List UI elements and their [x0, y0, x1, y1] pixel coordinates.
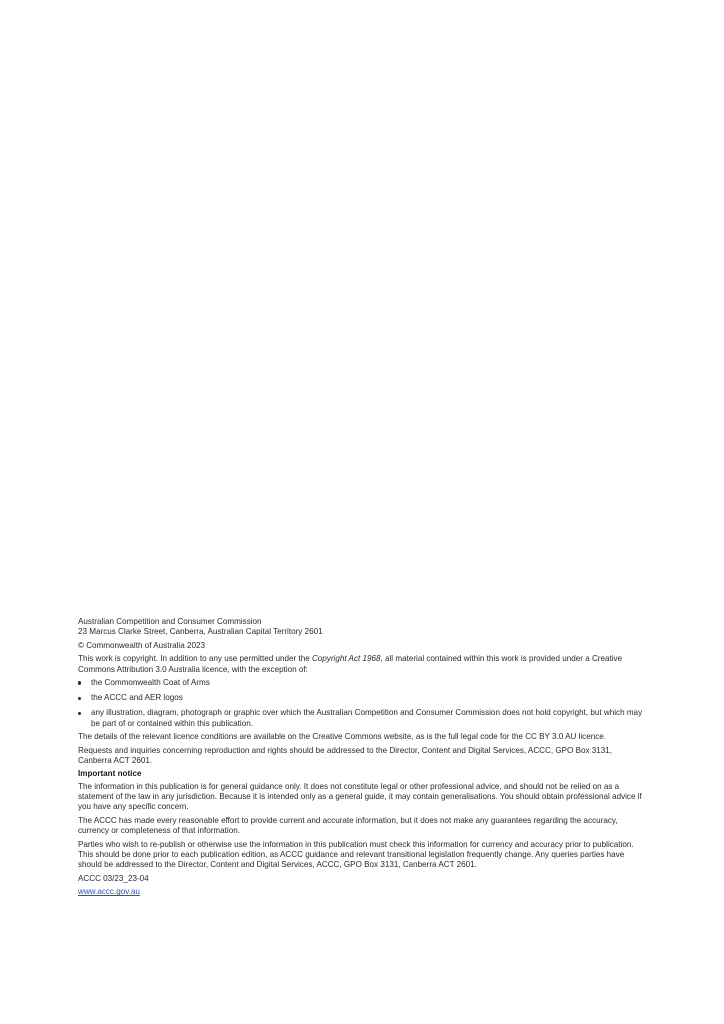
bullet-icon: [78, 681, 81, 684]
organisation-name: Australian Competition and Consumer Commission: [78, 617, 262, 626]
notice-paragraph: Parties who wish to re-publish or otherwise use the information in this publication must check this information for currency and accuracy prior to publication. This should be done prior to each publication edition, as ACCC guidance and relevant transitional legislation frequently change. Any queries parties have should be addressed to the Director, Content and Digital Services, ACCC, GPO Box 3131, Canberra ACT 2601.: [78, 839, 634, 870]
important-notice-heading: Important notice: [78, 769, 142, 779]
document-code: ACCC 03/23_23-04: [78, 873, 149, 883]
imprint-block: [78, 617, 646, 901]
organisation-address: 23 Marcus Clarke Street, Canberra, Australian Capital Territory 2601: [78, 627, 323, 637]
list-item: [78, 678, 646, 688]
licence-intro: [78, 654, 646, 675]
licence-details: The details of the relevant licence conditions are available on the Creative Commons website, as is the full legal code for the CC BY 3.0 AU licence.: [78, 732, 607, 742]
copyright-line: © Commonwealth of Australia 2023: [78, 640, 205, 650]
website-line: [78, 887, 646, 897]
exception-text: the Commonwealth Coat of Arms: [91, 678, 210, 688]
website-link[interactable]: www.accc.gov.au: [78, 887, 140, 897]
licence-intro-after: , all material contained within this work is provided under a Creative Commons Attribution 3.0 Australia licence, with the exception of:: [78, 654, 623, 674]
notice-paragraph: The information in this publication is for general guidance only. It does not constitute legal or other professional advice, and should not be relied on as a statement of the law in any jurisdiction. Because it is intended only as a general guide, it may contain generalisations. You should obtain professional advice if you have any specific concern.: [78, 781, 642, 812]
bullet-icon: [78, 697, 81, 700]
exception-text: the ACCC and AER logos: [91, 693, 183, 703]
licence-intro-before: This work is copyright. In addition to any use permitted under the: [78, 654, 312, 664]
licence-exceptions-list: [78, 678, 646, 729]
list-item: [78, 708, 646, 729]
notice-paragraph: The ACCC has made every reasonable effort to provide current and accurate information, but it does not make any guarantees regarding the accuracy, currency or completeness of that information.: [78, 815, 618, 836]
exception-text: any illustration, diagram, photograph or graphic over which the Australian Competition and Consumer Commission does not hold copyright, but which may be part of or contained within this publication.: [91, 708, 643, 728]
list-item: [78, 693, 646, 703]
licence-requests: Requests and inquiries concerning reproduction and rights should be addressed to the Director, Content and Digital Services, ACCC, GPO Box 3131, Canberra ACT 2601.: [78, 745, 613, 765]
bullet-icon: [78, 712, 81, 715]
act-title: Copyright Act 1968: [311, 654, 381, 664]
